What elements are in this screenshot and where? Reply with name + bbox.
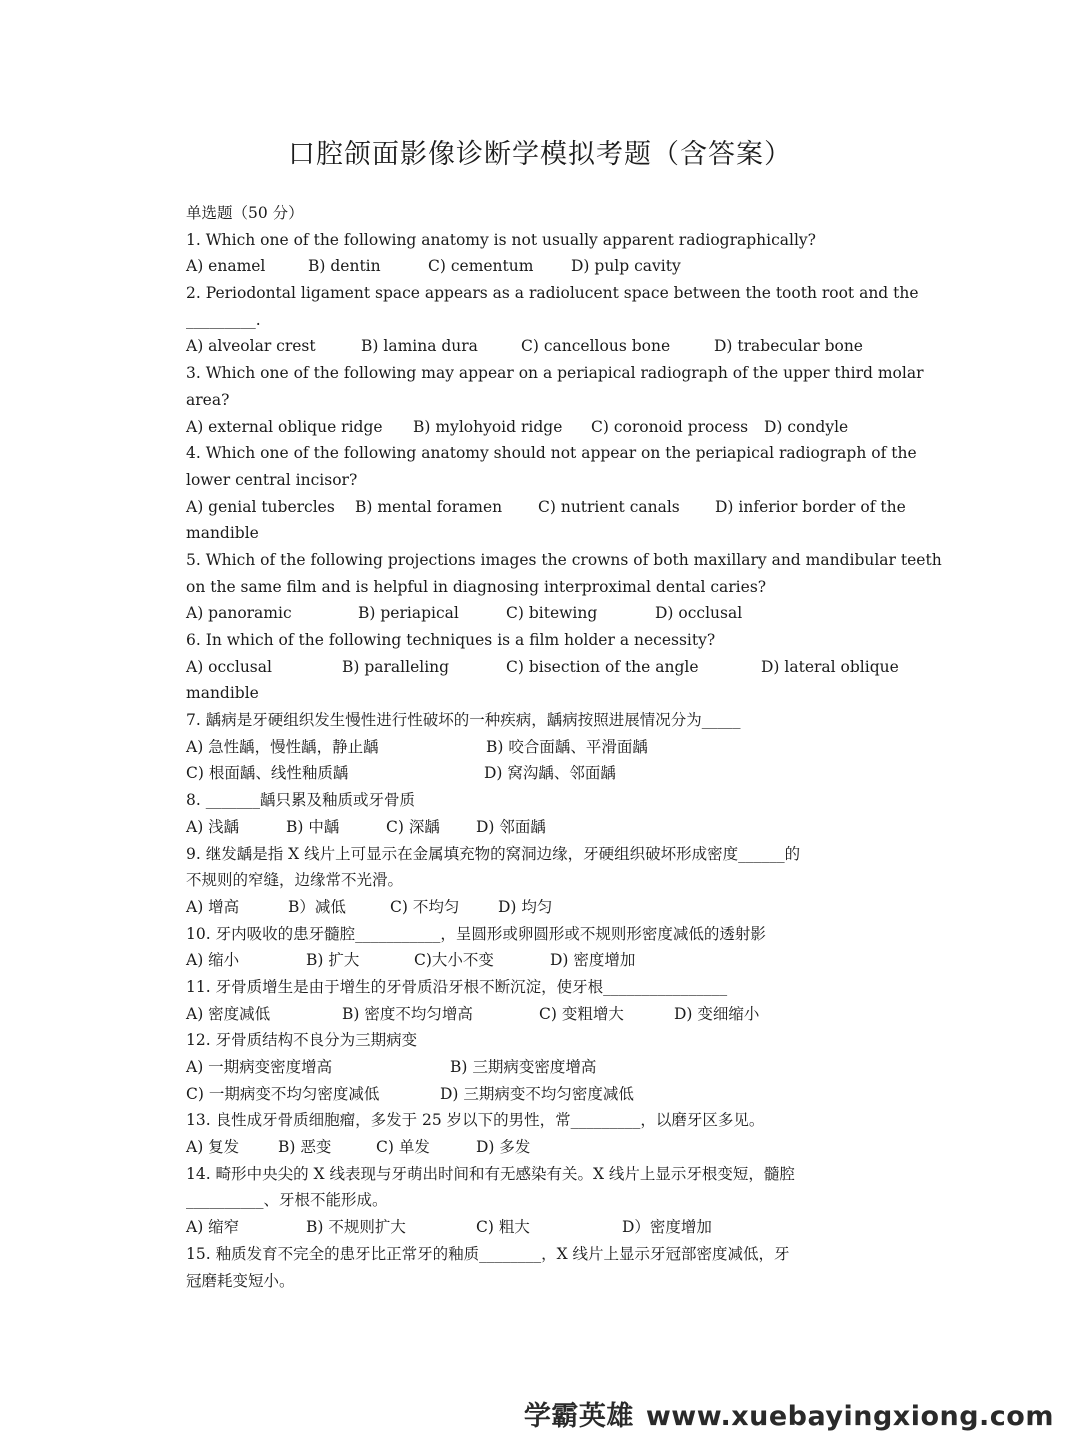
option-b: B) periapical (358, 604, 459, 623)
question-3: 3. Which one of the following may appear on a periapical radiograph of the upper third molar (186, 364, 924, 383)
option-d: D) 均匀 (498, 897, 553, 916)
option-c: C) 变粗增大 (539, 1004, 624, 1023)
option-a: A) alveolar crest (186, 337, 316, 356)
question-4: 4. Which one of the following anatomy should not appear on the periapical radiograph of the (186, 444, 917, 463)
option-d: D) trabecular bone (714, 337, 863, 356)
option-c: C) 一期病变不均匀密度减低 (186, 1084, 380, 1103)
question-6: 6. In which of the following techniques is a film holder a necessity? (186, 631, 716, 649)
option-d: D) 窝沟龋、邻面龋 (484, 764, 616, 783)
question-list (186, 200, 942, 1294)
question-3-cont: area? (186, 390, 230, 409)
question-4-cont2: mandible (186, 524, 259, 543)
watermark-url: www.xuebayingxiong.com (645, 1401, 1054, 1432)
option-c: C) 粗大 (476, 1218, 530, 1237)
option-b: B) 中龋 (286, 817, 340, 836)
question-2-blank: _________. (186, 310, 261, 329)
question-6-options (186, 654, 898, 681)
option-d: D) 多发 (476, 1138, 531, 1157)
option-a: A) panoramic (186, 604, 292, 623)
option-b: B) 不规则扩大 (306, 1218, 406, 1237)
option-b: B) 扩大 (306, 951, 360, 970)
option-c: C) bitewing (506, 604, 598, 623)
question-13: 13. 良性成牙骨质细胞瘤，多发于 25 岁以下的男性，常_________，以磨牙区多见。 (186, 1111, 765, 1130)
option-b: B) lamina dura (361, 337, 478, 356)
option-a: A) 缩窄 (186, 1218, 240, 1237)
question-5: 5. Which of the following projections images the crowns of both maxillary and mandibular teeth (186, 550, 942, 569)
question-6-cont: mandible (186, 684, 259, 703)
section-heading: 单选题（50 分） (186, 204, 304, 222)
option-b: B) 三期病变密度增高 (450, 1058, 597, 1076)
option-d: D) 变细缩小 (674, 1004, 760, 1023)
question-1-options (186, 253, 898, 280)
question-7-options-2 (186, 760, 898, 787)
option-a: A) 密度减低 (186, 1004, 271, 1023)
option-c: C) coronoid process (591, 417, 749, 436)
option-a: A) 缩小 (186, 951, 240, 970)
question-12: 12. 牙骨质结构不良分为三期病变 (186, 1031, 418, 1050)
option-d: D) pulp cavity (571, 257, 681, 276)
option-a: A) genial tubercles (186, 497, 335, 516)
option-c: C)大小不变 (414, 951, 494, 970)
question-15-cont: 冠磨耗变短小。 (186, 1271, 295, 1290)
watermark-brand: 学霸英雄 (523, 1401, 634, 1432)
question-10-options (186, 947, 898, 974)
page-title: 口腔颌面影像诊断学模拟考题（含答案） (288, 139, 792, 170)
question-15: 15. 釉质发育不完全的患牙比正常牙的釉质________，X 线片上显示牙冠部密度减低，牙 (186, 1244, 790, 1263)
option-b: B) mylohyoid ridge (413, 417, 563, 436)
option-a: A) 急性龋，慢性龋，静止龋 (186, 737, 379, 756)
question-10: 10. 牙内吸收的患牙髓腔___________，呈圆形或卵圆形或不规则形密度减低的透射影 (186, 924, 766, 943)
option-b: B) dentin (308, 257, 381, 276)
option-a: A) 一期病变密度增高 (186, 1058, 333, 1076)
question-13-options (186, 1134, 898, 1161)
question-7: 7. 龋病是牙硬组织发生慢性进行性破坏的一种疾病，龋病按照进展情况分为_____ (186, 711, 741, 730)
option-c: C) 根面龋、线性釉质龋 (186, 764, 349, 783)
option-a: A) enamel (186, 257, 266, 276)
question-12-options-1 (186, 1054, 898, 1081)
option-c: C) bisection of the angle (506, 657, 699, 676)
question-8-options (186, 814, 898, 841)
question-14: 14. 畸形中央尖的 X 线表现与牙萌出时间和有无感染有关。X 线片上显示牙根变短，髓腔 (186, 1164, 795, 1183)
option-b: B) mental foramen (355, 497, 503, 516)
option-b: B) paralleling (342, 657, 450, 676)
option-d: D) 三期病变不均匀密度减低 (440, 1084, 634, 1103)
question-4-cont: lower central incisor? (186, 470, 358, 489)
option-a: A) 复发 (186, 1138, 240, 1157)
option-b: B）减低 (288, 897, 346, 916)
option-c: C) nutrient canals (538, 497, 680, 516)
option-a: A) 增高 (186, 897, 240, 916)
option-d: D) lateral oblique (761, 657, 899, 676)
question-14-cont: __________、牙根不能形成。 (186, 1191, 388, 1210)
question-14-options (186, 1214, 898, 1241)
option-c: C) 深龋 (386, 817, 440, 836)
question-2-options (186, 333, 898, 360)
option-d: D) 邻面龋 (476, 817, 546, 836)
option-a: A) external oblique ridge (186, 417, 383, 436)
question-9: 9. 继发龋是指 X 线片上可显示在金属填充物的窝洞边缘，牙硬组织破坏形成密度______的 (186, 844, 801, 863)
option-c: C) 单发 (376, 1138, 430, 1157)
question-9-options (186, 894, 898, 921)
option-c: C) cancellous bone (521, 337, 671, 356)
option-d: D) inferior border of the (715, 497, 906, 516)
question-5-cont: on the same film and is helpful in diagnosing interproximal dental caries? (186, 577, 767, 596)
question-7-options-1 (186, 734, 898, 761)
question-12-options-2 (186, 1081, 898, 1108)
option-d: D) condyle (764, 417, 849, 436)
option-d: D) occlusal (655, 604, 743, 623)
option-b: B) 密度不均匀增高 (342, 1004, 473, 1023)
option-a: A) occlusal (186, 657, 272, 676)
question-11-options (186, 1001, 898, 1028)
question-1: 1. Which one of the following anatomy is not usually apparent radiographically? (186, 230, 816, 249)
option-b: B) 恶变 (278, 1138, 332, 1157)
question-9-cont: 不规则的窄缝，边缘常不光滑。 (186, 871, 404, 890)
option-b: B) 咬合面龋、平滑面龋 (486, 737, 648, 756)
option-a: A) 浅龋 (186, 817, 240, 836)
option-d: D）密度增加 (622, 1218, 712, 1237)
question-4-options (186, 494, 906, 521)
option-d: D) 密度增加 (550, 951, 636, 970)
question-11: 11. 牙骨质增生是由于增生的牙骨质沿牙根不断沉淀，使牙根________________ (186, 977, 728, 996)
option-c: C) 不均匀 (390, 897, 460, 916)
question-5-options (186, 600, 898, 627)
option-c: C) cementum (428, 257, 534, 276)
question-3-options (186, 414, 898, 441)
watermark (524, 1394, 1054, 1433)
question-8: 8. _______龋只累及釉质或牙骨质 (186, 791, 415, 810)
question-2: 2. Periodontal ligament space appears as a radiolucent space between the tooth root and the (186, 284, 919, 303)
